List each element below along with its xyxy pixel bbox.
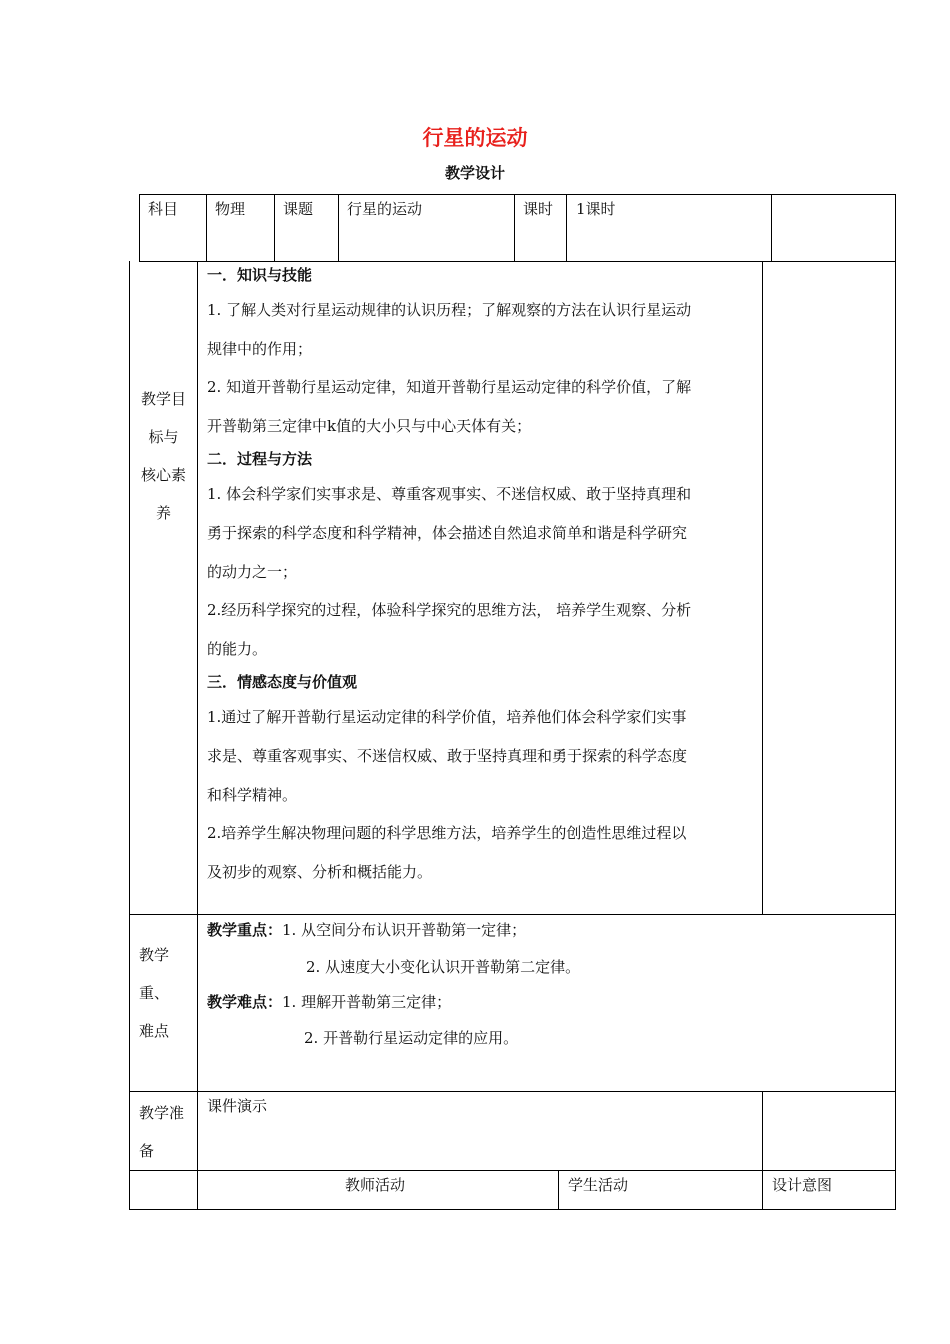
key-points-label: 教学 重、 难点 <box>139 946 170 1040</box>
objectives-content <box>207 265 759 891</box>
difficulty-label: 教学难点： <box>207 993 283 1011</box>
hours-label: 课时 <box>523 200 554 218</box>
focus-item: 1. 从空间分布认识开普勒第一定律； <box>282 921 527 939</box>
design-intent-header: 设计意图 <box>772 1176 833 1194</box>
subject-label: 科目 <box>148 200 179 218</box>
topic-label: 课题 <box>283 200 314 218</box>
page-title: 行星的运动 <box>422 126 528 150</box>
hours-value: 1课时 <box>576 200 616 218</box>
topic-value: 行星的运动 <box>347 200 423 218</box>
section-paragraph: 1. 体会科学家们实事求是、尊重客观事实、不迷信权威、敢于坚持真理和 勇于探索的科学态度和科学精神，体会描述自然追求简单和谐是科学研究 的动力之一； 2.经历科学探究的过程，体验科学探究的思维方法， 培养学生观察、分析 的能力。 <box>207 485 692 658</box>
section-heading: 二．过程与方法 <box>207 450 313 469</box>
focus-label: 教学重点： <box>207 921 283 939</box>
section-paragraph: 1. 了解人类对行星运动规律的认识历程；了解观察的方法在认识行星运动 规律中的作用； 2. 知道开普勒行星运动定律，知道开普勒行星运动定律的科学价值，了解 开普勒第三定律中k值的大小只与中心天体有关； <box>207 301 692 435</box>
difficulty-row <box>207 992 451 1012</box>
preparation-label: 教学准 备 <box>139 1104 185 1160</box>
section-heading: 三．情感态度与价值观 <box>207 673 358 692</box>
difficulty-item: 2. 开普勒行星运动定律的应用。 <box>304 1029 519 1047</box>
preparation-value: 课件演示 <box>207 1097 268 1115</box>
difficulty-item: 1. 理解开普勒第三定律； <box>282 993 452 1011</box>
teacher-activity-header: 教师活动 <box>345 1176 406 1194</box>
objectives-label: 教学目 标与 核心素 养 <box>140 390 186 522</box>
student-activity-header: 学生活动 <box>568 1176 629 1194</box>
section-paragraph: 1.通过了解开普勒行星运动定律的科学价值，培养他们体会科学家们实事 求是、尊重客观事实、不迷信权威、敢于坚持真理和勇于探索的科学态度 和科学精神。 2.培养学生解决物理问题的科学思维方法，培养学生的创造性思维过程以 及初步的观察、分析和概括能力。 <box>207 708 688 881</box>
focus-row <box>207 920 526 940</box>
page-subtitle: 教学设计 <box>444 164 505 182</box>
focus-item: 2. 从速度大小变化认识开普勒第二定律。 <box>306 958 581 976</box>
section-heading: 一．知识与技能 <box>207 266 313 284</box>
subject-value: 物理 <box>215 200 246 218</box>
